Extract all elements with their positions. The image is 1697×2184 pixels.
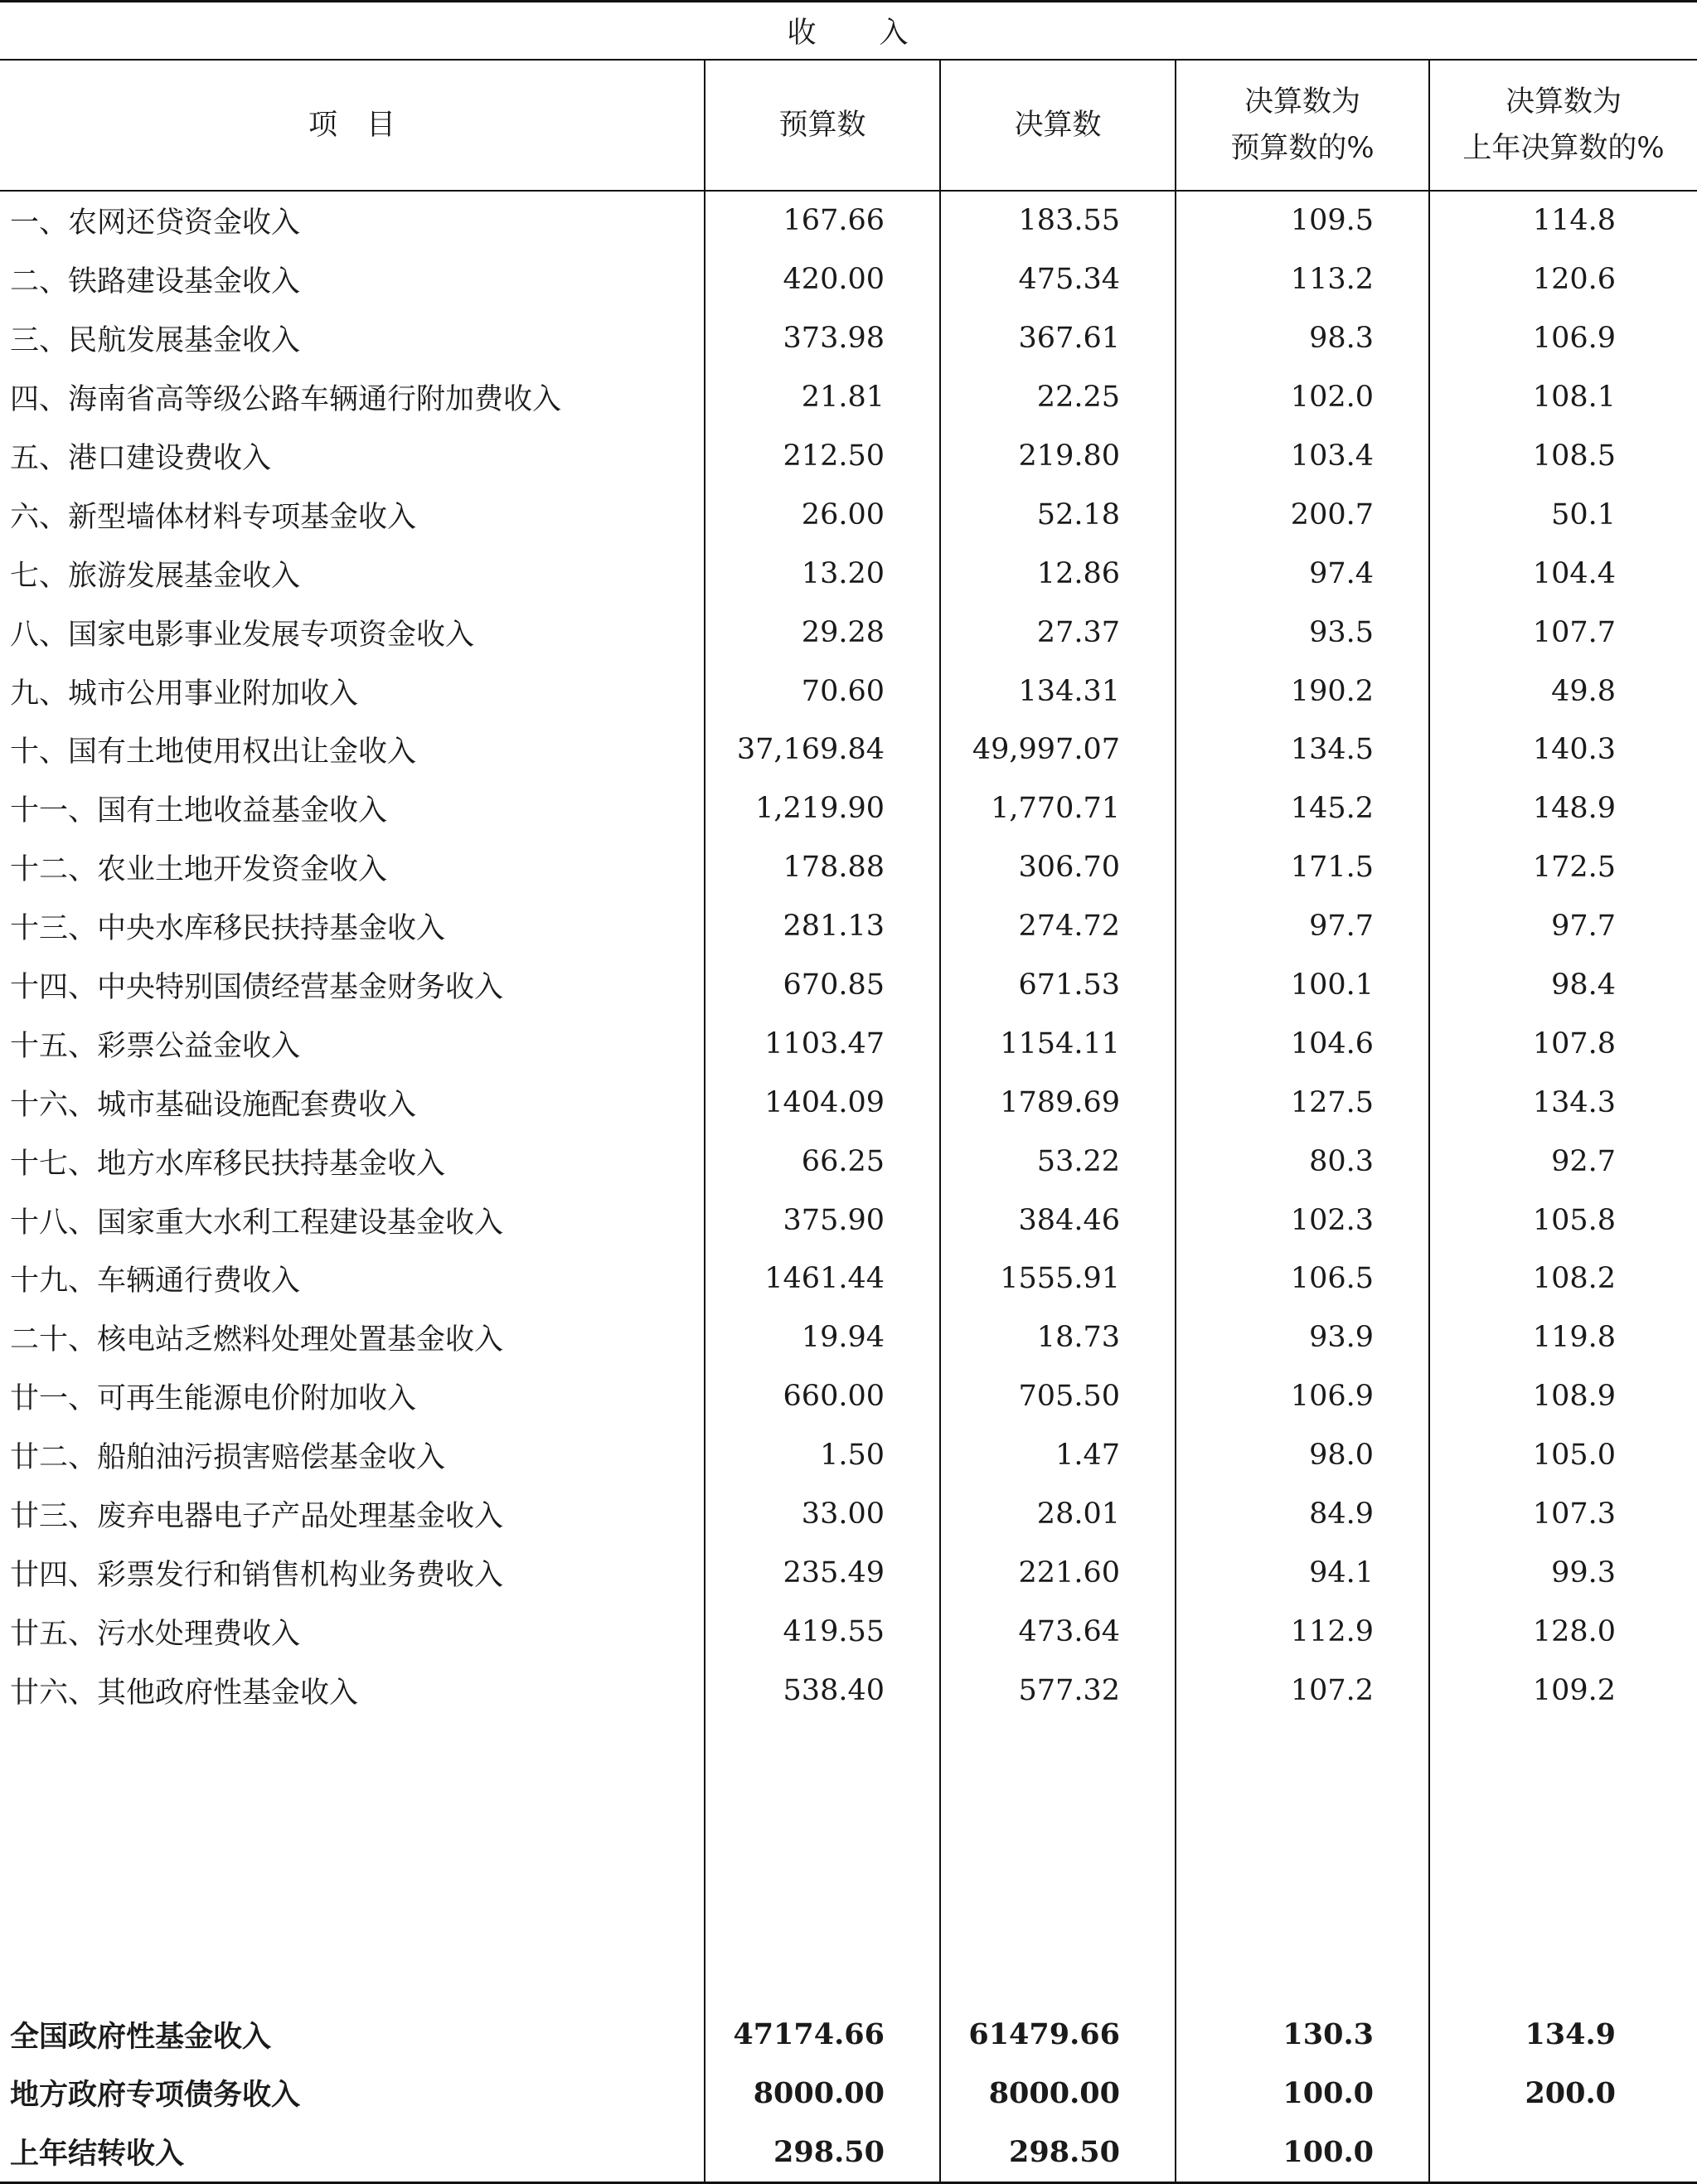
total-pct-prev: 134.9 bbox=[1429, 2005, 1697, 2064]
row-pct-prev: 107.8 bbox=[1429, 1014, 1697, 1073]
table-body bbox=[0, 191, 1697, 2182]
row-final: 18.73 bbox=[940, 1308, 1176, 1367]
row-budget: 538.40 bbox=[705, 1661, 940, 1720]
table-row bbox=[0, 1426, 1697, 1485]
total-pct-prev bbox=[1429, 2123, 1697, 2182]
table-row bbox=[0, 721, 1697, 779]
table-row bbox=[0, 838, 1697, 897]
row-final: 52.18 bbox=[940, 485, 1176, 544]
row-pct-budget: 200.7 bbox=[1176, 485, 1429, 544]
row-budget: 19.94 bbox=[705, 1308, 940, 1367]
row-name: 十六、城市基础设施配套费收入 bbox=[10, 1088, 417, 1122]
row-pct-budget: 109.5 bbox=[1176, 191, 1429, 250]
row-name: 十七、地方水库移民扶持基金收入 bbox=[10, 1147, 446, 1181]
total-pct-budget: 100.0 bbox=[1176, 2064, 1429, 2123]
row-pct-prev: 108.2 bbox=[1429, 1250, 1697, 1308]
row-budget: 235.49 bbox=[705, 1543, 940, 1602]
row-pct-prev: 92.7 bbox=[1429, 1132, 1697, 1191]
table-row bbox=[0, 250, 1697, 309]
row-pct-prev: 120.6 bbox=[1429, 250, 1697, 309]
row-budget: 178.88 bbox=[705, 838, 940, 897]
row-budget: 1404.09 bbox=[705, 1073, 940, 1132]
row-name: 十一、国有土地收益基金收入 bbox=[10, 794, 388, 828]
header-pct-prev bbox=[1429, 60, 1697, 191]
row-final: 274.72 bbox=[940, 897, 1176, 956]
row-pct-budget: 106.5 bbox=[1176, 1250, 1429, 1308]
row-pct-budget: 93.9 bbox=[1176, 1308, 1429, 1367]
row-pct-budget: 97.7 bbox=[1176, 897, 1429, 956]
row-final: 367.61 bbox=[940, 309, 1176, 368]
row-pct-budget: 107.2 bbox=[1176, 1661, 1429, 1720]
row-budget: 373.98 bbox=[705, 309, 940, 368]
row-pct-prev: 50.1 bbox=[1429, 485, 1697, 544]
header-pct-budget bbox=[1176, 60, 1429, 191]
table-row bbox=[0, 1073, 1697, 1132]
table-row bbox=[0, 662, 1697, 721]
row-pct-prev: 105.0 bbox=[1429, 1426, 1697, 1485]
header-final: 决算数 bbox=[940, 60, 1176, 191]
row-final: 221.60 bbox=[940, 1543, 1176, 1602]
row-budget: 375.90 bbox=[705, 1191, 940, 1250]
table-title-row bbox=[0, 2, 1697, 61]
row-pct-budget: 102.3 bbox=[1176, 1191, 1429, 1250]
row-final: 27.37 bbox=[940, 603, 1176, 662]
row-final: 1154.11 bbox=[940, 1014, 1176, 1073]
row-budget: 26.00 bbox=[705, 485, 940, 544]
table-row bbox=[0, 1250, 1697, 1308]
row-pct-prev: 109.2 bbox=[1429, 1661, 1697, 1720]
row-name: 五、港口建设费收入 bbox=[10, 442, 272, 475]
table-row bbox=[0, 956, 1697, 1015]
table-row bbox=[0, 309, 1697, 368]
row-pct-budget: 94.1 bbox=[1176, 1543, 1429, 1602]
row-final: 1555.91 bbox=[940, 1250, 1176, 1308]
row-pct-prev: 98.4 bbox=[1429, 956, 1697, 1015]
row-final: 705.50 bbox=[940, 1367, 1176, 1426]
row-pct-prev: 148.9 bbox=[1429, 779, 1697, 838]
row-name: 六、新型墙体材料专项基金收入 bbox=[10, 500, 417, 534]
row-final: 22.25 bbox=[940, 368, 1176, 427]
row-pct-budget: 134.5 bbox=[1176, 721, 1429, 779]
row-name: 十二、农业土地开发资金收入 bbox=[10, 853, 388, 887]
row-pct-budget: 100.1 bbox=[1176, 956, 1429, 1015]
total-pct-budget: 130.3 bbox=[1176, 2005, 1429, 2064]
row-final: 1,770.71 bbox=[940, 779, 1176, 838]
table-row bbox=[0, 544, 1697, 603]
row-budget: 13.20 bbox=[705, 544, 940, 603]
table-title: 收 入 bbox=[0, 2, 1697, 61]
header-row bbox=[0, 60, 1697, 191]
row-budget: 420.00 bbox=[705, 250, 940, 309]
row-pct-budget: 97.4 bbox=[1176, 544, 1429, 603]
row-name: 一、农网还贷资金收入 bbox=[10, 206, 301, 240]
row-budget: 1,219.90 bbox=[705, 779, 940, 838]
table-row bbox=[0, 1308, 1697, 1367]
row-name: 廿一、可再生能源电价附加收入 bbox=[10, 1382, 417, 1416]
row-name: 二十、核电站乏燃料处理处置基金收入 bbox=[10, 1323, 504, 1357]
row-pct-budget: 190.2 bbox=[1176, 662, 1429, 721]
row-pct-prev: 49.8 bbox=[1429, 662, 1697, 721]
row-pct-prev: 108.5 bbox=[1429, 427, 1697, 486]
row-name: 二、铁路建设基金收入 bbox=[10, 265, 301, 299]
total-row bbox=[0, 2064, 1697, 2123]
total-budget: 8000.00 bbox=[705, 2064, 940, 2123]
table-row bbox=[0, 1132, 1697, 1191]
row-budget: 212.50 bbox=[705, 427, 940, 486]
row-final: 12.86 bbox=[940, 544, 1176, 603]
row-budget: 66.25 bbox=[705, 1132, 940, 1191]
row-final: 475.34 bbox=[940, 250, 1176, 309]
row-name: 四、海南省高等级公路车辆通行附加费收入 bbox=[10, 383, 562, 417]
header-item: 项 目 bbox=[0, 60, 705, 191]
row-name: 十九、车辆通行费收入 bbox=[10, 1264, 301, 1298]
total-name: 上年结转收入 bbox=[0, 2123, 705, 2182]
row-final: 183.55 bbox=[940, 191, 1176, 250]
row-final: 1.47 bbox=[940, 1426, 1176, 1485]
row-final: 49,997.07 bbox=[940, 721, 1176, 779]
row-budget: 1461.44 bbox=[705, 1250, 940, 1308]
header-budget: 预算数 bbox=[705, 60, 940, 191]
header-pct-prev-line1: 决算数为 bbox=[1505, 85, 1622, 119]
total-name: 全国政府性基金收入 bbox=[10, 2019, 272, 2054]
row-pct-budget: 112.9 bbox=[1176, 1602, 1429, 1661]
header-pct-budget-line2: 预算数的% bbox=[1230, 132, 1375, 165]
row-pct-prev: 107.7 bbox=[1429, 603, 1697, 662]
total-pct-budget: 100.0 bbox=[1176, 2123, 1429, 2182]
row-pct-budget: 84.9 bbox=[1176, 1485, 1429, 1544]
row-name: 十、国有土地使用权出让金收入 bbox=[10, 735, 417, 769]
row-budget: 21.81 bbox=[705, 368, 940, 427]
row-budget: 29.28 bbox=[705, 603, 940, 662]
table-row bbox=[0, 368, 1697, 427]
row-name: 廿六、其他政府性基金收入 bbox=[10, 1676, 359, 1710]
row-pct-prev: 140.3 bbox=[1429, 721, 1697, 779]
row-budget: 167.66 bbox=[705, 191, 940, 250]
row-final: 671.53 bbox=[940, 956, 1176, 1015]
row-pct-prev: 97.7 bbox=[1429, 897, 1697, 956]
table-row bbox=[0, 779, 1697, 838]
row-pct-budget: 98.0 bbox=[1176, 1426, 1429, 1485]
row-budget: 419.55 bbox=[705, 1602, 940, 1661]
total-name: 地方政府专项债务收入 bbox=[10, 2078, 301, 2113]
table-row bbox=[0, 1602, 1697, 1661]
table-row bbox=[0, 427, 1697, 486]
total-row bbox=[0, 2005, 1697, 2064]
row-name: 九、城市公用事业附加收入 bbox=[10, 677, 359, 711]
row-budget: 1.50 bbox=[705, 1426, 940, 1485]
row-final: 473.64 bbox=[940, 1602, 1176, 1661]
row-pct-prev: 114.8 bbox=[1429, 191, 1697, 250]
total-row bbox=[0, 2123, 1697, 2182]
table-row bbox=[0, 1661, 1697, 1720]
total-final: 8000.00 bbox=[940, 2064, 1176, 2123]
row-budget: 33.00 bbox=[705, 1485, 940, 1544]
table-row bbox=[0, 1191, 1697, 1250]
row-pct-budget: 102.0 bbox=[1176, 368, 1429, 427]
row-pct-prev: 104.4 bbox=[1429, 544, 1697, 603]
row-name: 廿四、彩票发行和销售机构业务费收入 bbox=[10, 1558, 504, 1592]
row-name: 十八、国家重大水利工程建设基金收入 bbox=[10, 1206, 504, 1240]
row-pct-budget: 80.3 bbox=[1176, 1132, 1429, 1191]
total-final: 298.50 bbox=[940, 2123, 1176, 2182]
row-budget: 660.00 bbox=[705, 1367, 940, 1426]
row-budget: 1103.47 bbox=[705, 1014, 940, 1073]
table-row bbox=[0, 1485, 1697, 1544]
table-row bbox=[0, 1367, 1697, 1426]
row-pct-budget: 103.4 bbox=[1176, 427, 1429, 486]
row-pct-prev: 134.3 bbox=[1429, 1073, 1697, 1132]
header-pct-prev-line2: 上年决算数的% bbox=[1462, 132, 1665, 165]
row-pct-prev: 119.8 bbox=[1429, 1308, 1697, 1367]
row-final: 1789.69 bbox=[940, 1073, 1176, 1132]
row-name: 廿三、废弃电器电子产品处理基金收入 bbox=[10, 1500, 504, 1534]
total-final: 61479.66 bbox=[940, 2005, 1176, 2064]
row-name: 廿二、船舶油污损害赔偿基金收入 bbox=[10, 1441, 446, 1475]
total-pct-prev: 200.0 bbox=[1429, 2064, 1697, 2123]
row-budget: 70.60 bbox=[705, 662, 940, 721]
row-final: 384.46 bbox=[940, 1191, 1176, 1250]
row-final: 577.32 bbox=[940, 1661, 1176, 1720]
row-name: 七、旅游发展基金收入 bbox=[10, 559, 301, 593]
table-row bbox=[0, 603, 1697, 662]
row-final: 219.80 bbox=[940, 427, 1176, 486]
total-budget: 298.50 bbox=[705, 2123, 940, 2182]
row-pct-prev: 105.8 bbox=[1429, 1191, 1697, 1250]
row-pct-budget: 93.5 bbox=[1176, 603, 1429, 662]
row-pct-budget: 127.5 bbox=[1176, 1073, 1429, 1132]
row-name: 三、民航发展基金收入 bbox=[10, 324, 301, 358]
row-name: 八、国家电影事业发展专项资金收入 bbox=[10, 618, 475, 652]
row-pct-prev: 99.3 bbox=[1429, 1543, 1697, 1602]
row-name: 十三、中央水库移民扶持基金收入 bbox=[10, 912, 446, 946]
total-budget: 47174.66 bbox=[705, 2005, 940, 2064]
row-pct-prev: 107.3 bbox=[1429, 1485, 1697, 1544]
row-pct-budget: 98.3 bbox=[1176, 309, 1429, 368]
row-final: 28.01 bbox=[940, 1485, 1176, 1544]
row-pct-budget: 171.5 bbox=[1176, 838, 1429, 897]
row-pct-prev: 108.9 bbox=[1429, 1367, 1697, 1426]
row-budget: 670.85 bbox=[705, 956, 940, 1015]
row-pct-prev: 108.1 bbox=[1429, 368, 1697, 427]
row-final: 306.70 bbox=[940, 838, 1176, 897]
header-pct-budget-line1: 决算数为 bbox=[1244, 85, 1360, 119]
row-pct-prev: 172.5 bbox=[1429, 838, 1697, 897]
row-pct-budget: 145.2 bbox=[1176, 779, 1429, 838]
row-pct-prev: 106.9 bbox=[1429, 309, 1697, 368]
table-row bbox=[0, 897, 1697, 956]
row-pct-budget: 113.2 bbox=[1176, 250, 1429, 309]
row-name: 十四、中央特别国债经营基金财务收入 bbox=[10, 971, 504, 1005]
row-pct-budget: 106.9 bbox=[1176, 1367, 1429, 1426]
table-row bbox=[0, 191, 1697, 250]
row-pct-budget: 104.6 bbox=[1176, 1014, 1429, 1073]
row-pct-prev: 128.0 bbox=[1429, 1602, 1697, 1661]
table-row bbox=[0, 1543, 1697, 1602]
table-row bbox=[0, 485, 1697, 544]
row-budget: 281.13 bbox=[705, 897, 940, 956]
row-final: 134.31 bbox=[940, 662, 1176, 721]
row-budget: 37,169.84 bbox=[705, 721, 940, 779]
blank-spacer-row bbox=[0, 1720, 1697, 2005]
row-final: 53.22 bbox=[940, 1132, 1176, 1191]
row-name: 廿五、污水处理费收入 bbox=[10, 1617, 301, 1651]
table-row bbox=[0, 1014, 1697, 1073]
row-name: 十五、彩票公益金收入 bbox=[10, 1029, 301, 1063]
